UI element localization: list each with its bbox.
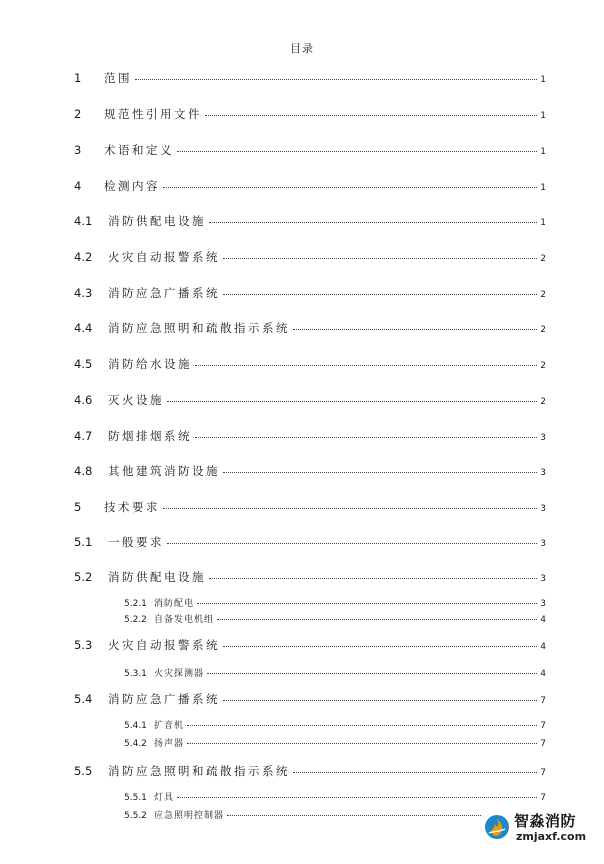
toc-entry[interactable] [74, 499, 546, 515]
toc-entry-number: 5.4 [74, 692, 93, 706]
toc-entry-number: 5.5.2 [124, 811, 147, 821]
toc-entry-title: 扩音机 [154, 721, 185, 731]
toc-entry-page: 7 [540, 721, 546, 731]
toc-entry[interactable] [74, 569, 546, 585]
toc-entry[interactable] [74, 142, 546, 158]
toc-leader-dots [167, 543, 537, 544]
toc-subentry[interactable] [124, 718, 546, 731]
toc-entry-title: 消防供配电设施 [108, 214, 206, 228]
toc-entry[interactable] [74, 106, 546, 122]
toc-leader-dots [209, 578, 537, 579]
toc-entry-number: 3 [74, 143, 82, 157]
toc-entry-page: 4 [540, 669, 546, 679]
toc-entry-page: 2 [540, 325, 546, 335]
toc-entry-page: 3 [540, 468, 546, 478]
toc-entry[interactable] [74, 463, 546, 479]
toc-entry-number: 5.5.1 [124, 793, 147, 803]
toc-entry-number: 4.8 [74, 464, 93, 478]
toc-entry-title: 消防应急照明和疏散指示系统 [108, 321, 290, 335]
toc-entry-number: 4.5 [74, 357, 93, 371]
toc-leader-dots [223, 294, 537, 295]
toc-entry-title: 技术要求 [104, 500, 160, 514]
toc-entry-title: 消防应急广播系统 [108, 286, 220, 300]
toc-entry-number: 5.2.1 [124, 599, 147, 609]
toc-entry-number: 5.4.2 [124, 739, 147, 749]
toc-subentry[interactable] [124, 596, 546, 609]
toc-entry-number: 4.3 [74, 286, 93, 300]
toc-entry-number: 4.6 [74, 393, 93, 407]
toc-leader-dots [195, 437, 537, 438]
toc-leader-dots [195, 365, 537, 366]
toc-leader-dots [223, 258, 537, 259]
toc-entry[interactable] [74, 392, 546, 408]
toc-entry-title: 火灾探测器 [154, 669, 205, 679]
toc-entry-number: 5.4.1 [124, 721, 147, 731]
toc-entry-number: 5.3.1 [124, 669, 147, 679]
toc-leader-dots [163, 508, 537, 509]
flame-logo-icon [484, 814, 510, 840]
toc-subentry[interactable] [124, 666, 546, 679]
watermark-name: 智淼消防 [514, 812, 577, 830]
toc-entry[interactable] [74, 70, 546, 86]
toc-entry-page: 2 [540, 361, 546, 371]
toc-leader-dots [187, 725, 537, 726]
toc-entry-page: 7 [540, 793, 546, 803]
toc-leader-dots [227, 815, 481, 816]
toc-entry-title: 一般要求 [108, 535, 164, 549]
watermark-url: zmjaxf.com [516, 830, 587, 843]
toc-entry-page: 2 [540, 290, 546, 300]
toc-subentry[interactable] [124, 736, 546, 749]
toc-leader-dots [177, 151, 537, 152]
toc-entry-page: 4 [540, 642, 546, 652]
toc-leader-dots [223, 700, 537, 701]
toc-entry-number: 4.4 [74, 321, 93, 335]
toc-leader-dots [217, 619, 537, 620]
toc-entry-number: 2 [74, 107, 82, 121]
toc-entry[interactable] [74, 534, 546, 550]
toc-entry-page: 3 [540, 539, 546, 549]
toc-entry-title: 术语和定义 [104, 143, 174, 157]
toc-entry-title: 火灾自动报警系统 [108, 250, 220, 264]
toc-entry-page: 4 [540, 615, 546, 625]
toc-entry-page: 3 [540, 504, 546, 514]
toc-entry-page: 3 [540, 574, 546, 584]
toc-leader-dots [177, 797, 537, 798]
toc-entry-title: 防烟排烟系统 [108, 429, 192, 443]
toc-entry-title: 灯具 [154, 793, 175, 803]
toc-entry[interactable] [74, 691, 546, 707]
toc-entry-title: 应急照明控制器 [154, 811, 225, 821]
toc-entry-title: 消防给水设施 [108, 357, 192, 371]
toc-entry-page: 1 [540, 111, 546, 121]
toc-entry-page: 2 [540, 254, 546, 264]
toc-entry-number: 5.3 [74, 638, 93, 652]
toc-entry-number: 4.7 [74, 429, 93, 443]
toc-entry-page: 2 [540, 397, 546, 407]
toc-entry[interactable] [74, 356, 546, 372]
toc-leader-dots [209, 222, 537, 223]
toc-leader-dots [163, 187, 537, 188]
toc-entry[interactable] [74, 213, 546, 229]
toc-leader-dots [223, 472, 537, 473]
toc-entry-title: 灭火设施 [108, 393, 164, 407]
toc-entry-title: 自备发电机组 [154, 615, 215, 625]
toc-leader-dots [293, 329, 537, 330]
toc-subentry[interactable] [124, 612, 546, 625]
toc-subentry[interactable] [124, 790, 546, 803]
toc-entry-page: 7 [540, 739, 546, 749]
toc-leader-dots [135, 79, 537, 80]
toc-entry-title: 规范性引用文件 [104, 107, 202, 121]
toc-entry-number: 5.1 [74, 535, 93, 549]
toc-leader-dots [293, 772, 537, 773]
toc-entry-title: 范围 [104, 71, 132, 85]
toc-entry-number: 5.2 [74, 570, 93, 584]
toc-entry-number: 4.1 [74, 214, 93, 228]
toc-entry-title: 消防应急照明和疏散指示系统 [108, 764, 290, 778]
toc-entry-page: 3 [540, 433, 546, 443]
toc-entry[interactable] [74, 249, 546, 265]
toc-entry-page: 1 [540, 147, 546, 157]
toc-entry-page: 1 [540, 183, 546, 193]
toc-leader-dots [167, 401, 537, 402]
toc-entry-title: 消防配电 [154, 599, 195, 609]
toc-entry-number: 5 [74, 500, 82, 514]
toc-entry-page: 1 [540, 75, 546, 85]
toc-entry[interactable] [74, 637, 546, 653]
toc-entry[interactable] [74, 320, 546, 336]
toc-entry-title: 消防应急广播系统 [108, 692, 220, 706]
toc-leader-dots [187, 743, 537, 744]
toc-entry-page: 1 [540, 218, 546, 228]
toc-entry-title: 扬声器 [154, 739, 185, 749]
watermark-logo [484, 806, 594, 846]
toc-entry-number: 5.2.2 [124, 615, 147, 625]
toc-entry-number: 4 [74, 179, 82, 193]
toc-entry[interactable] [74, 428, 546, 444]
toc-entry-number: 5.5 [74, 764, 93, 778]
toc-entry-title: 其他建筑消防设施 [108, 464, 220, 478]
toc-subentry[interactable] [124, 808, 484, 821]
toc-entry-title: 消防供配电设施 [108, 570, 206, 584]
toc-entry-number: 1 [74, 71, 82, 85]
toc-entry-page: 7 [540, 696, 546, 706]
toc-leader-dots [223, 646, 537, 647]
toc-entry[interactable] [74, 285, 546, 301]
toc-entry-page: 3 [540, 599, 546, 609]
toc-leader-dots [205, 115, 537, 116]
toc-entry-page: 7 [540, 768, 546, 778]
toc-leader-dots [197, 603, 537, 604]
toc-leader-dots [207, 673, 537, 674]
toc-entry-title: 检测内容 [104, 179, 160, 193]
page-title: 目录 [290, 42, 314, 55]
toc-entry[interactable] [74, 763, 546, 779]
toc-entry-number: 4.2 [74, 250, 93, 264]
toc-entry[interactable] [74, 178, 546, 194]
toc-entry-title: 火灾自动报警系统 [108, 638, 220, 652]
